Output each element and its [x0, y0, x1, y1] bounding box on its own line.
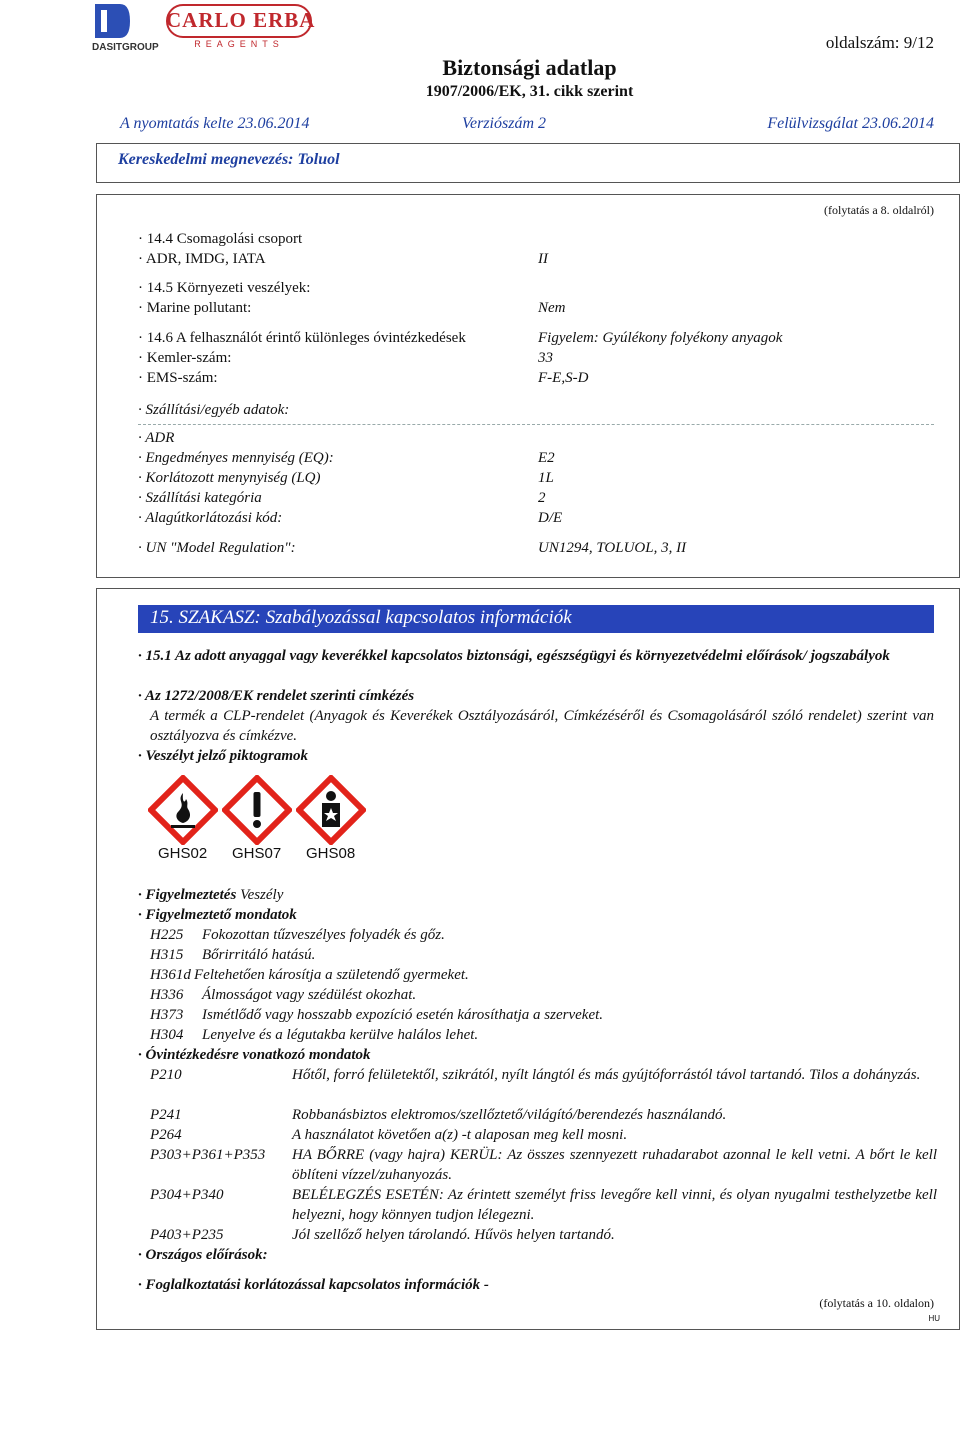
kemler-value: 33 [538, 350, 553, 366]
row-eq [138, 448, 555, 468]
row-env-hazards [138, 278, 310, 298]
h-code: H315 [150, 947, 184, 963]
h-text: Feltehetően károsítja a születendő gyermeket. [194, 967, 469, 983]
packing-group-label: · 14.4 Csomagolási csoport [138, 231, 303, 247]
h-code: H225 [150, 927, 184, 943]
page-number: oldalszám: 9/12 [825, 33, 934, 52]
p-text: HA BŐRRE (vagy hajra) KERÜL: Az összes szennyezett ruhadarabot azonnal le kell vetni. A bőrt le kell öblíteni vízzel/zuhanyozás. [292, 1147, 937, 1183]
p-code: P264 [150, 1127, 182, 1143]
language-code: HU [928, 1314, 940, 1323]
special-precautions-value: Figyelem: Gyúlékony folyékony anyagok [538, 330, 783, 346]
version: Verziószám 2 [462, 115, 547, 132]
tunnel-code-value: D/E [538, 510, 563, 526]
row-marine-pollutant [138, 298, 566, 318]
ghs02-code: GHS02 [158, 845, 208, 862]
employment-restrictions-heading: · Foglalkoztatási korlátozással kapcsolatos információk - [138, 1277, 489, 1293]
p-code: P210 [150, 1067, 182, 1083]
lq-value: 1L [538, 470, 554, 486]
dasit-logo-text: DASITGROUP [92, 42, 159, 53]
continued-from: (folytatás a 8. oldalról) [824, 203, 934, 217]
health-hazard-icon [296, 775, 366, 845]
ghs08-code: GHS08 [306, 845, 356, 862]
clp-heading: · Az 1272/2008/EK rendelet szerinti címkézés [138, 688, 415, 704]
divider-dashed [138, 424, 934, 425]
h-code: H336 [150, 987, 184, 1003]
h-text: Fokozottan tűzveszélyes folyadék és gőz. [202, 927, 445, 943]
eq-value: E2 [538, 450, 555, 466]
p-text: Robbanásbiztos elektromos/szellőztető/világító/berendezés használandó. [292, 1107, 727, 1123]
adr-imdg-iata-value: II [538, 251, 548, 267]
doc-regulation: 1907/2006/EK, 31. cikk szerint [425, 83, 634, 100]
transport-category-label: · Szállítási kategória [138, 490, 262, 506]
ghs02-pictogram [148, 775, 218, 845]
print-date: A nyomtatás kelte 23.06.2014 [120, 115, 310, 132]
kemler-label: · Kemler-szám: [138, 350, 232, 366]
eq-label: · Engedményes mennyiség (EQ): [138, 450, 334, 466]
p-code: P403+P235 [150, 1227, 224, 1243]
p-code: P241 [150, 1107, 182, 1123]
ems-value: F-E,S-D [538, 370, 589, 386]
special-precautions-label: · 14.6 A felhasználót érintő különleges óvintézkedések [138, 330, 466, 346]
p-text: BELÉLEGZÉS ESETÉN: Az érintett személyt friss levegőre kell vinni, és olyan nyugalmi testhelyzetbe kell helyezni, hogy könnyen tudjon lélegezni. [292, 1187, 937, 1223]
section15-title: 15. SZAKASZ: Szabályozással kapcsolatos információk [150, 607, 572, 628]
h-code: H304 [150, 1027, 184, 1043]
row-tunnel-code [138, 508, 563, 528]
adr-label: · ADR [138, 430, 175, 446]
row-special-precautions [138, 328, 783, 348]
carlo-erba-logo [166, 4, 314, 52]
ems-label: · EMS-szám: [138, 370, 218, 386]
doc-title: Biztonsági adatlap [442, 55, 617, 80]
row-kemler [138, 348, 553, 368]
row-transport-category [138, 488, 546, 508]
ghs07-code: GHS07 [232, 845, 282, 862]
review-date: Felülvizsgálat 23.06.2014 [767, 115, 934, 132]
h-text: Álmosságot vagy szédülést okozhat. [202, 987, 417, 1003]
p-statements-heading: · Óvintézkedésre vonatkozó mondatok [138, 1047, 371, 1063]
signal-word-value: Veszély [240, 887, 284, 903]
signal-word-row [138, 885, 283, 905]
brand-logo-text: CARLO ERBA [166, 8, 316, 32]
row-adr-imdg-iata [138, 249, 548, 269]
marine-pollutant-label: · Marine pollutant: [138, 300, 252, 316]
section15-title-bar [138, 605, 934, 633]
ghs07-pictogram [222, 775, 292, 845]
national-regulations-heading: · Országos előírások: [138, 1247, 268, 1263]
pictogram-heading: · Veszélyt jelző piktogramok [138, 748, 308, 764]
regulations-heading: · 15.1 Az adott anyaggal vagy keverékkel kapcsolatos biztonsági, egészségügyi és környezetvédelmi előírások/ jogszabályok [138, 648, 890, 664]
h-statements-heading: · Figyelmeztető mondatok [138, 907, 297, 923]
env-hazards-label: · 14.5 Környezeti veszélyek: [138, 280, 311, 296]
exclamation-icon [222, 775, 292, 845]
flame-icon [148, 775, 218, 845]
ghs08-pictogram [296, 775, 366, 845]
transport-category-value: 2 [538, 490, 546, 506]
p-code: P303+P361+P353 [150, 1147, 266, 1163]
trade-name: Kereskedelmi megnevezés: Toluol [118, 151, 340, 168]
p-text: Jól szellőző helyen tárolandó. Hűvös helyen tartandó. [292, 1227, 615, 1243]
row-packing-group [138, 229, 302, 249]
h-code: H361d [150, 967, 191, 983]
other-info-label: · Szállítási/egyéb adatok: [138, 402, 290, 418]
brand-logo-sub: REAGENTS [194, 39, 284, 49]
lq-label: · Korlátozott menynyiség (LQ) [138, 470, 321, 486]
p-text: A használatot követően a(z) -t alaposan meg kell mosni. [292, 1127, 628, 1143]
h-text: Lenyelve és a légutakba kerülve halálos lehet. [202, 1027, 479, 1043]
dasit-logo-mark-icon [92, 2, 162, 42]
h-code: H373 [150, 1007, 184, 1023]
h-text: Bőrirritáló hatású. [202, 947, 316, 963]
row-lq [138, 468, 554, 488]
un-model-label: · UN "Model Regulation": [138, 540, 296, 556]
marine-pollutant-value: Nem [538, 300, 566, 316]
h-text: Ismétlődő vagy hosszabb expozíció esetén károsíthatja a szerveket. [202, 1007, 604, 1023]
adr-imdg-iata-label: · ADR, IMDG, IATA [138, 251, 266, 267]
tunnel-code-label: · Alagútkorlátozási kód: [138, 510, 283, 526]
p-code: P304+P340 [150, 1187, 224, 1203]
row-other-info [138, 400, 289, 420]
dasit-logo [92, 2, 162, 54]
p-text: Hőtől, forró felületektől, szikrától, nyílt lángtól és más gyújtóforrástól távol tartandó. Tilos a dohányzás. [292, 1067, 921, 1083]
signal-word-label: · Figyelmeztetés [138, 887, 237, 903]
un-model-value: UN1294, TOLUOL, 3, II [538, 540, 687, 556]
row-adr [138, 428, 174, 448]
clp-text: A termék a CLP-rendelet (Anyagok és Keverékek Osztályozásáról, Címkézéséről és Csomagolásáról szóló rendelet) szerint van osztályozva és címkézve. [150, 708, 934, 744]
row-un-model [138, 538, 687, 558]
continued-to: (folytatás a 10. oldalon) [819, 1296, 934, 1310]
row-ems [138, 368, 589, 388]
